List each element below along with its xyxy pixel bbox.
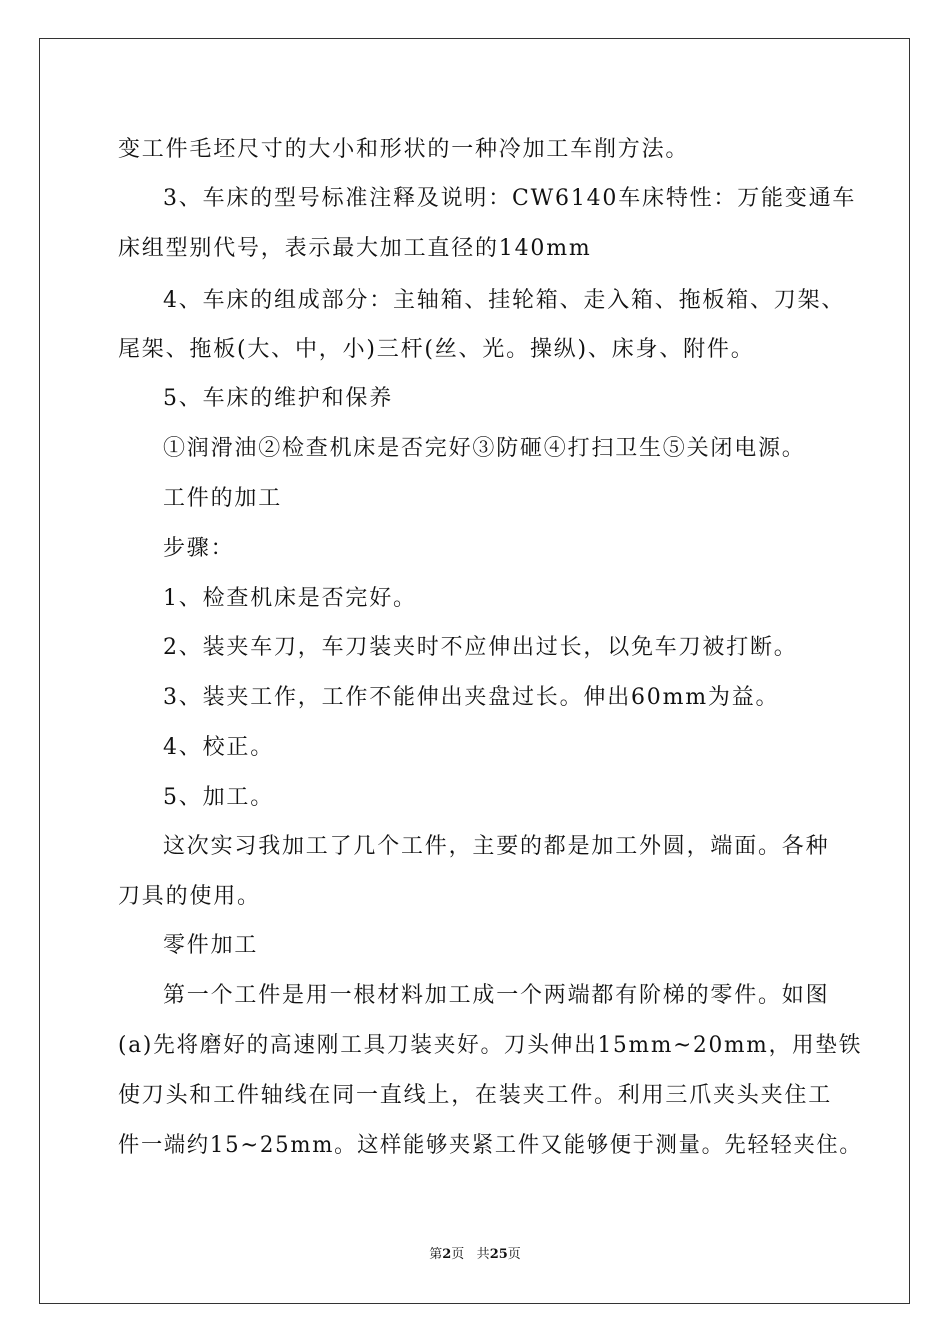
page-number: 2 xyxy=(442,1247,452,1262)
total-pages: 25 xyxy=(489,1247,508,1262)
text-line: 第一个工件是用一根材料加工成一个两端都有阶梯的零件。如图 xyxy=(163,983,830,1008)
page-border xyxy=(39,38,910,1304)
text-line: 3、车床的型号标准注释及说明：CW6140车床特性：万能变通车 xyxy=(163,186,857,211)
page-label-suffix: 页 xyxy=(451,1247,465,1262)
total-label-suffix: 页 xyxy=(507,1247,521,1262)
text-line: 尾架、拖板(大、中，小)三杆(丝、光。操纵)、床身、附件。 xyxy=(118,337,755,362)
page-label-prefix: 第 xyxy=(429,1247,443,1262)
text-line: 1、检查机床是否完好。 xyxy=(163,586,417,611)
text-line: ①润滑油②检查机床是否完好③防砸④打扫卫生⑤关闭电源。 xyxy=(163,436,806,461)
text-line: 5、加工。 xyxy=(163,785,274,810)
text-line: 4、校正。 xyxy=(163,735,274,760)
text-line: 5、车床的维护和保养 xyxy=(163,386,393,411)
text-line: 这次实习我加工了几个工件，主要的都是加工外圆，端面。各种 xyxy=(163,834,830,859)
text-line: 零件加工 xyxy=(163,933,259,958)
text-line: 4、车床的组成部分：主轴箱、挂轮箱、走入箱、拖板箱、刀架、 xyxy=(163,288,846,313)
text-line: (a)先将磨好的高速刚工具刀装夹好。刀头伸出15mm~20mm，用垫铁 xyxy=(118,1033,863,1058)
text-line: 步骤： xyxy=(163,536,235,561)
text-line: 3、装夹工作，工作不能伸出夹盘过长。伸出60mm为益。 xyxy=(163,685,780,710)
text-line: 使刀头和工件轴线在同一直线上，在装夹工件。利用三爪夹头夹住工 xyxy=(118,1083,833,1108)
text-line: 刀具的使用。 xyxy=(118,884,261,909)
total-label-prefix: 共 xyxy=(476,1247,490,1262)
text-line: 工件的加工 xyxy=(163,486,283,511)
text-line: 件一端约15~25mm。这样能够夹紧工件又能够便于测量。先轻轻夹住。 xyxy=(118,1133,863,1158)
text-line: 床组型别代号，表示最大加工直径的140mm xyxy=(118,236,592,261)
text-line: 2、装夹车刀，车刀装夹时不应伸出过长，以免车刀被打断。 xyxy=(163,635,798,660)
page-footer xyxy=(0,1246,950,1264)
text-line: 变工件毛坯尺寸的大小和形状的一种冷加工车削方法。 xyxy=(118,137,690,162)
